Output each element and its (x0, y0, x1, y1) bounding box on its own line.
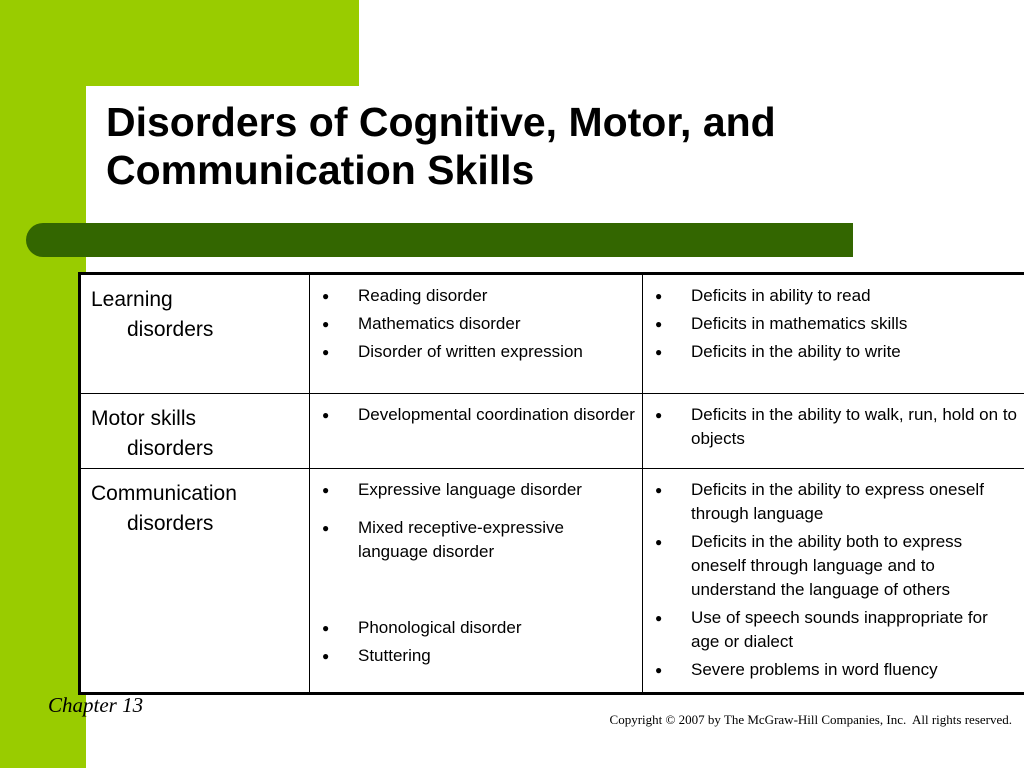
left-accent-band (0, 0, 86, 768)
disorders-cell (310, 469, 643, 694)
list-item: ● Deficits in ability to read (643, 284, 1018, 308)
deficits-cell (643, 394, 1024, 469)
bullet-icon: ● (655, 408, 663, 422)
disorders-cell (310, 274, 643, 394)
disorders-table (78, 272, 1024, 695)
bullet-icon: ● (655, 345, 663, 359)
disorders-list (310, 469, 642, 678)
bullet-icon: ● (322, 649, 330, 663)
list-item: ● Mathematics disorder (310, 312, 636, 336)
bullet-icon: ● (322, 408, 330, 422)
top-accent-band (0, 0, 359, 86)
bullet-icon: ● (655, 663, 663, 677)
list-item: ● Expressive language disorder (310, 478, 636, 502)
category-label-line-1: Learning (91, 288, 173, 311)
disorders-cell (310, 394, 643, 469)
deficits-list (643, 469, 1024, 692)
table-row-motor (80, 394, 1024, 469)
category-label-line-1: Communication (91, 482, 237, 505)
list-item: ● Reading disorder (310, 284, 636, 308)
category-label-line-2: disorders (127, 437, 214, 460)
copyright-notice: Copyright © 2007 by The McGraw-Hill Companies, Inc. All rights reserved. (609, 712, 1012, 727)
list-item: ● Developmental coordination disorder (310, 403, 636, 427)
list-item: ● Deficits in the ability both to express oneself through language and to understand the language of others (655, 532, 963, 599)
bullet-icon: ● (655, 317, 663, 331)
title-underline-bar (26, 223, 853, 257)
list-item: ● Deficits in mathematics skills (643, 312, 1018, 336)
deficits-cell (643, 469, 1024, 694)
list-item: ● Phonological disorder (310, 616, 636, 640)
list-item: ● Mixed receptive-expressive language disorder (322, 518, 564, 561)
list-item: ● Disorder of written expression (310, 340, 636, 364)
list-item: ● Deficits in the ability to walk, run, hold on to objects (655, 405, 1017, 448)
bullet-icon: ● (322, 345, 330, 359)
category-label-line-2: disorders (127, 512, 214, 535)
table-row-communication (80, 469, 1024, 694)
list-item: ● Severe problems in word fluency (643, 658, 1018, 682)
category-label-line-1: Motor skills (91, 407, 197, 430)
bullet-icon: ● (655, 483, 663, 497)
category-label-line-2: disorders (127, 318, 214, 341)
list-item: ● Deficits in the ability to write (643, 340, 1018, 364)
bullet-icon: ● (655, 611, 663, 625)
bullet-icon: ● (322, 317, 330, 331)
table-row-learning (80, 274, 1024, 394)
category-cell (80, 469, 310, 694)
category-cell (80, 394, 310, 469)
bullet-icon: ● (322, 483, 330, 497)
bullet-icon: ● (655, 535, 663, 549)
bullet-icon: ● (322, 621, 330, 635)
slide-title-line-2: Communication Skills (106, 147, 535, 193)
slide-title-line-1: Disorders of Cognitive, Motor, and (106, 99, 776, 145)
bullet-icon: ● (655, 289, 663, 303)
bullet-icon: ● (322, 289, 330, 303)
disorders-list (310, 275, 642, 374)
slide-title (106, 98, 966, 194)
list-item: ● Stuttering (310, 644, 636, 668)
deficits-cell (643, 274, 1024, 394)
deficits-list (643, 394, 1024, 461)
category-cell (80, 274, 310, 394)
bullet-icon: ● (322, 521, 330, 535)
disorders-list (310, 394, 642, 437)
list-item: ● Deficits in the ability to express oneself through language (655, 480, 984, 523)
deficits-list (643, 275, 1024, 374)
chapter-label: Chapter 13 (48, 693, 144, 717)
list-item: ● Use of speech sounds inappropriate for age or dialect (655, 608, 988, 651)
